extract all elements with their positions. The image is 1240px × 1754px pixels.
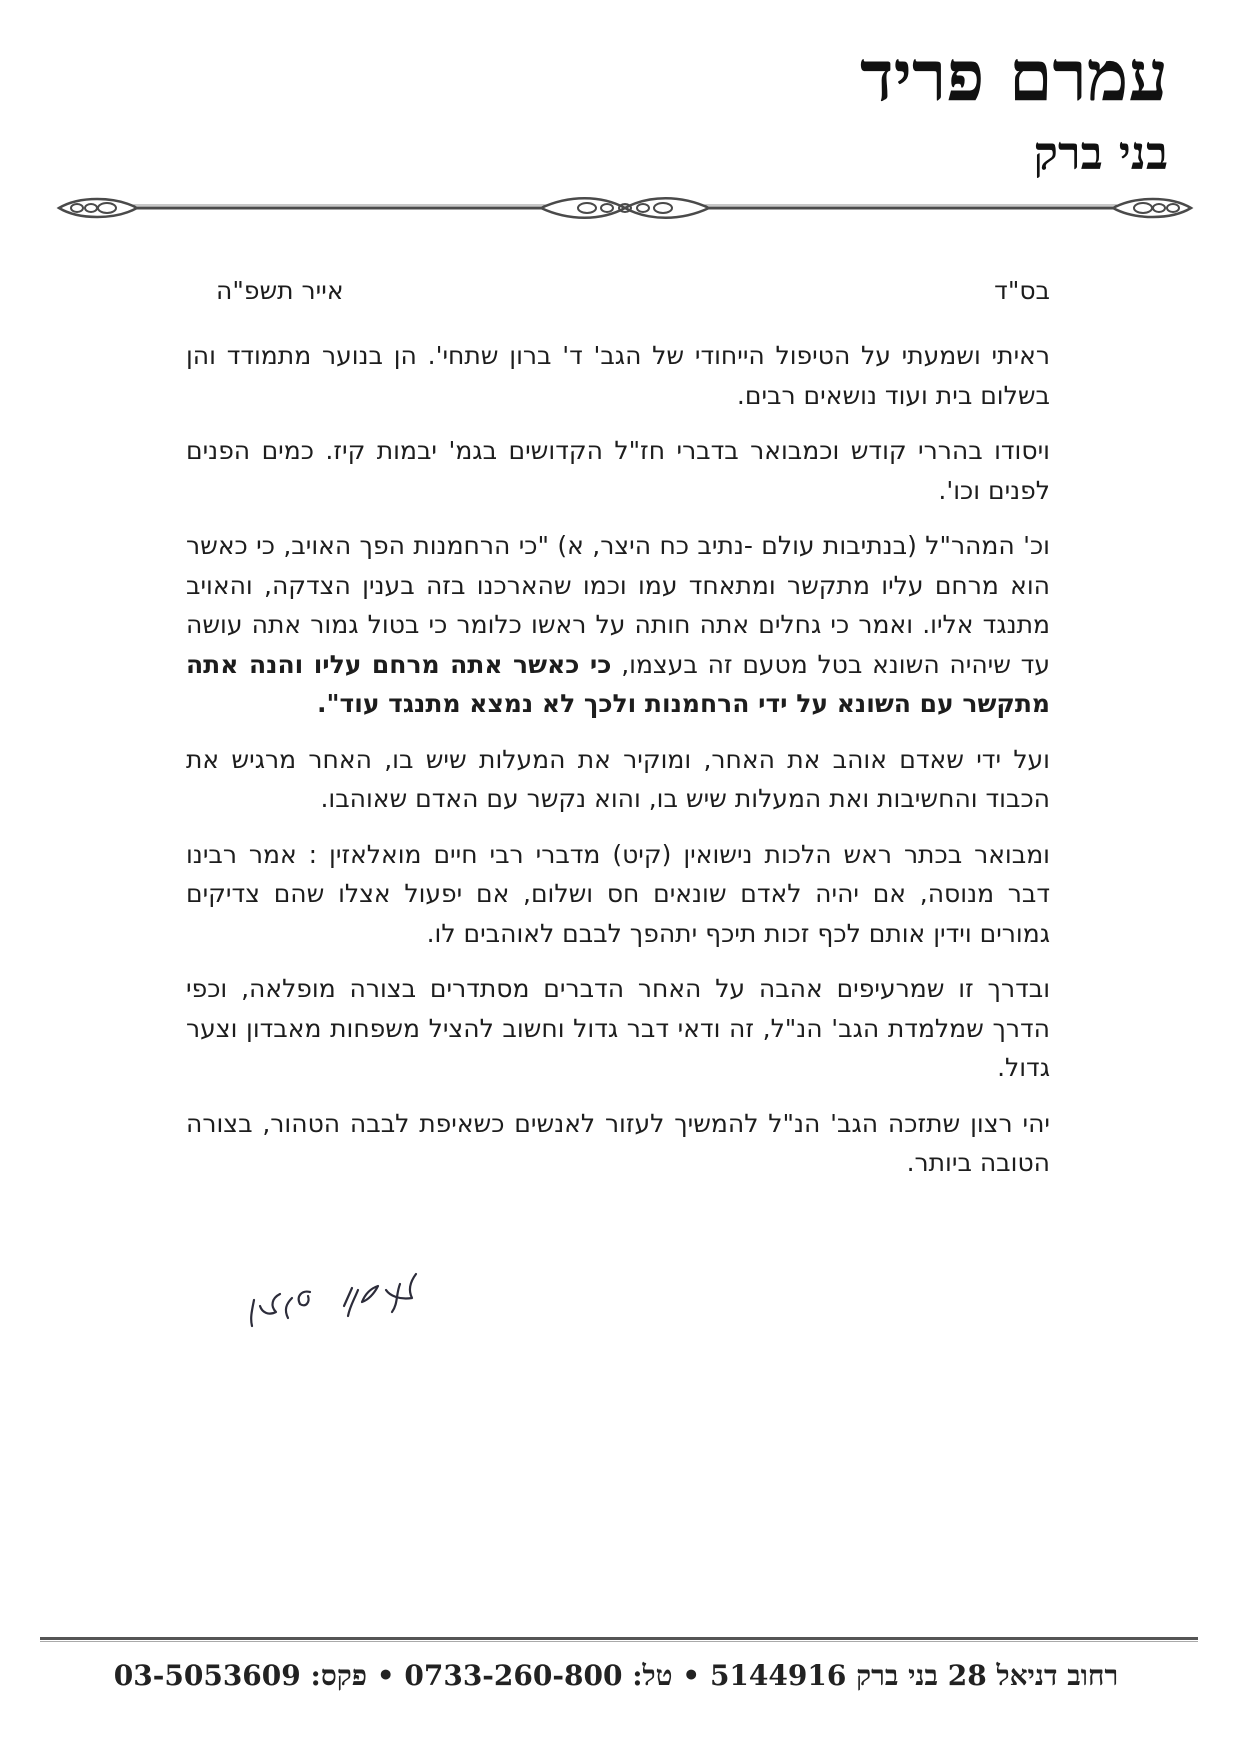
maharal-quote-bold: כי כאשר אתה מרחם עליו והנה אתה מתקשר עם השונא על ידי הרחמנות ולכך לא נמצא מתנגד עוד". bbox=[186, 649, 1050, 718]
paragraph-1: ראיתי ושמעתי על הטיפול הייחודי של הגב' ד' ברון שתחי'. הן בנוער מתמודד והן בשלום בית ועוד נושאים רבים. bbox=[186, 341, 1050, 410]
ornamental-divider bbox=[55, 191, 1195, 225]
letter-body bbox=[186, 272, 1050, 1199]
paragraph-6: ובדרך זו שמרעיפים אהבה על האחר הדברים מסתדרים בצורה מופלאה, וכפי הדרך שמלמדת הגב' הנ"ל, זה ודאי דבר גדול וחשוב להציל משפחות מאבדון וצער גדול. bbox=[186, 974, 1050, 1082]
hebrew-date: אייר תשפ"ה bbox=[216, 276, 344, 305]
footer-divider bbox=[40, 1637, 1198, 1640]
bs-d-heading: בס"ד bbox=[994, 276, 1050, 305]
handwritten-signature bbox=[240, 1260, 430, 1336]
letter-dateline bbox=[186, 272, 1050, 310]
paragraph-5: ומבואר בכתר ראש הלכות נישואין (קיט) מדברי רבי חיים מואלאזין : אמר רבינו דבר מנוסה, אם יהיה לאדם שונאים חס ושלום, אם יפעול אצלו שהם צדיקים גמורים וידין אותם לכף זכות תיכף יתהפך לבבם לאוהבים לו. bbox=[186, 839, 1050, 948]
footer-contact-info: רחוב דניאל 28 בני ברק 5144916 • טל: 0733-260-800 • פקס: 03-5053609 bbox=[113, 1659, 1119, 1692]
paragraph-2: ויסודו בהררי קודש וכמבואר בדברי חז"ל הקדושים בגמ' יבמות קיז. כמים הפנים לפנים וכו'. bbox=[186, 436, 1050, 505]
paragraph-4: ועל ידי שאדם אוהב את האחר, ומוקיר את המעלות שיש בו, האחר מרגיש את הכבוד והחשיבות ואת המעלות שיש בו, והוא נקשר עם האדם שאוהבו. bbox=[186, 744, 1050, 813]
paragraph-3-maharal-quote bbox=[186, 526, 1050, 724]
letterhead-city: בני ברק bbox=[1033, 126, 1168, 180]
paragraph-7-closing: יהי רצון שתזכה הגב' הנ"ל להמשיך לעזור לאנשים כשאיפת לבבה הטהור, בצורה הטובה ביותר. bbox=[186, 1108, 1050, 1177]
letterhead-name: עמרם פריד bbox=[859, 34, 1168, 117]
maharal-quote-text: וכ' המהר"ל (בנתיבות עולם -נתיב כח היצר, א) "כי הרחמנות הפך האויב, כי כאשר הוא מרחם עליו מתקשר ומתאחד עמו וכמו שהארכנו בזה בענין הצדקה, והאויב מתנגד אליו. ואמר כי גחלים אתה חותה על ראשו כלומר כי בטול גמור אתה עושה עד שיהיה השונא בטל מטעם זה בעצמו, bbox=[186, 531, 1050, 679]
